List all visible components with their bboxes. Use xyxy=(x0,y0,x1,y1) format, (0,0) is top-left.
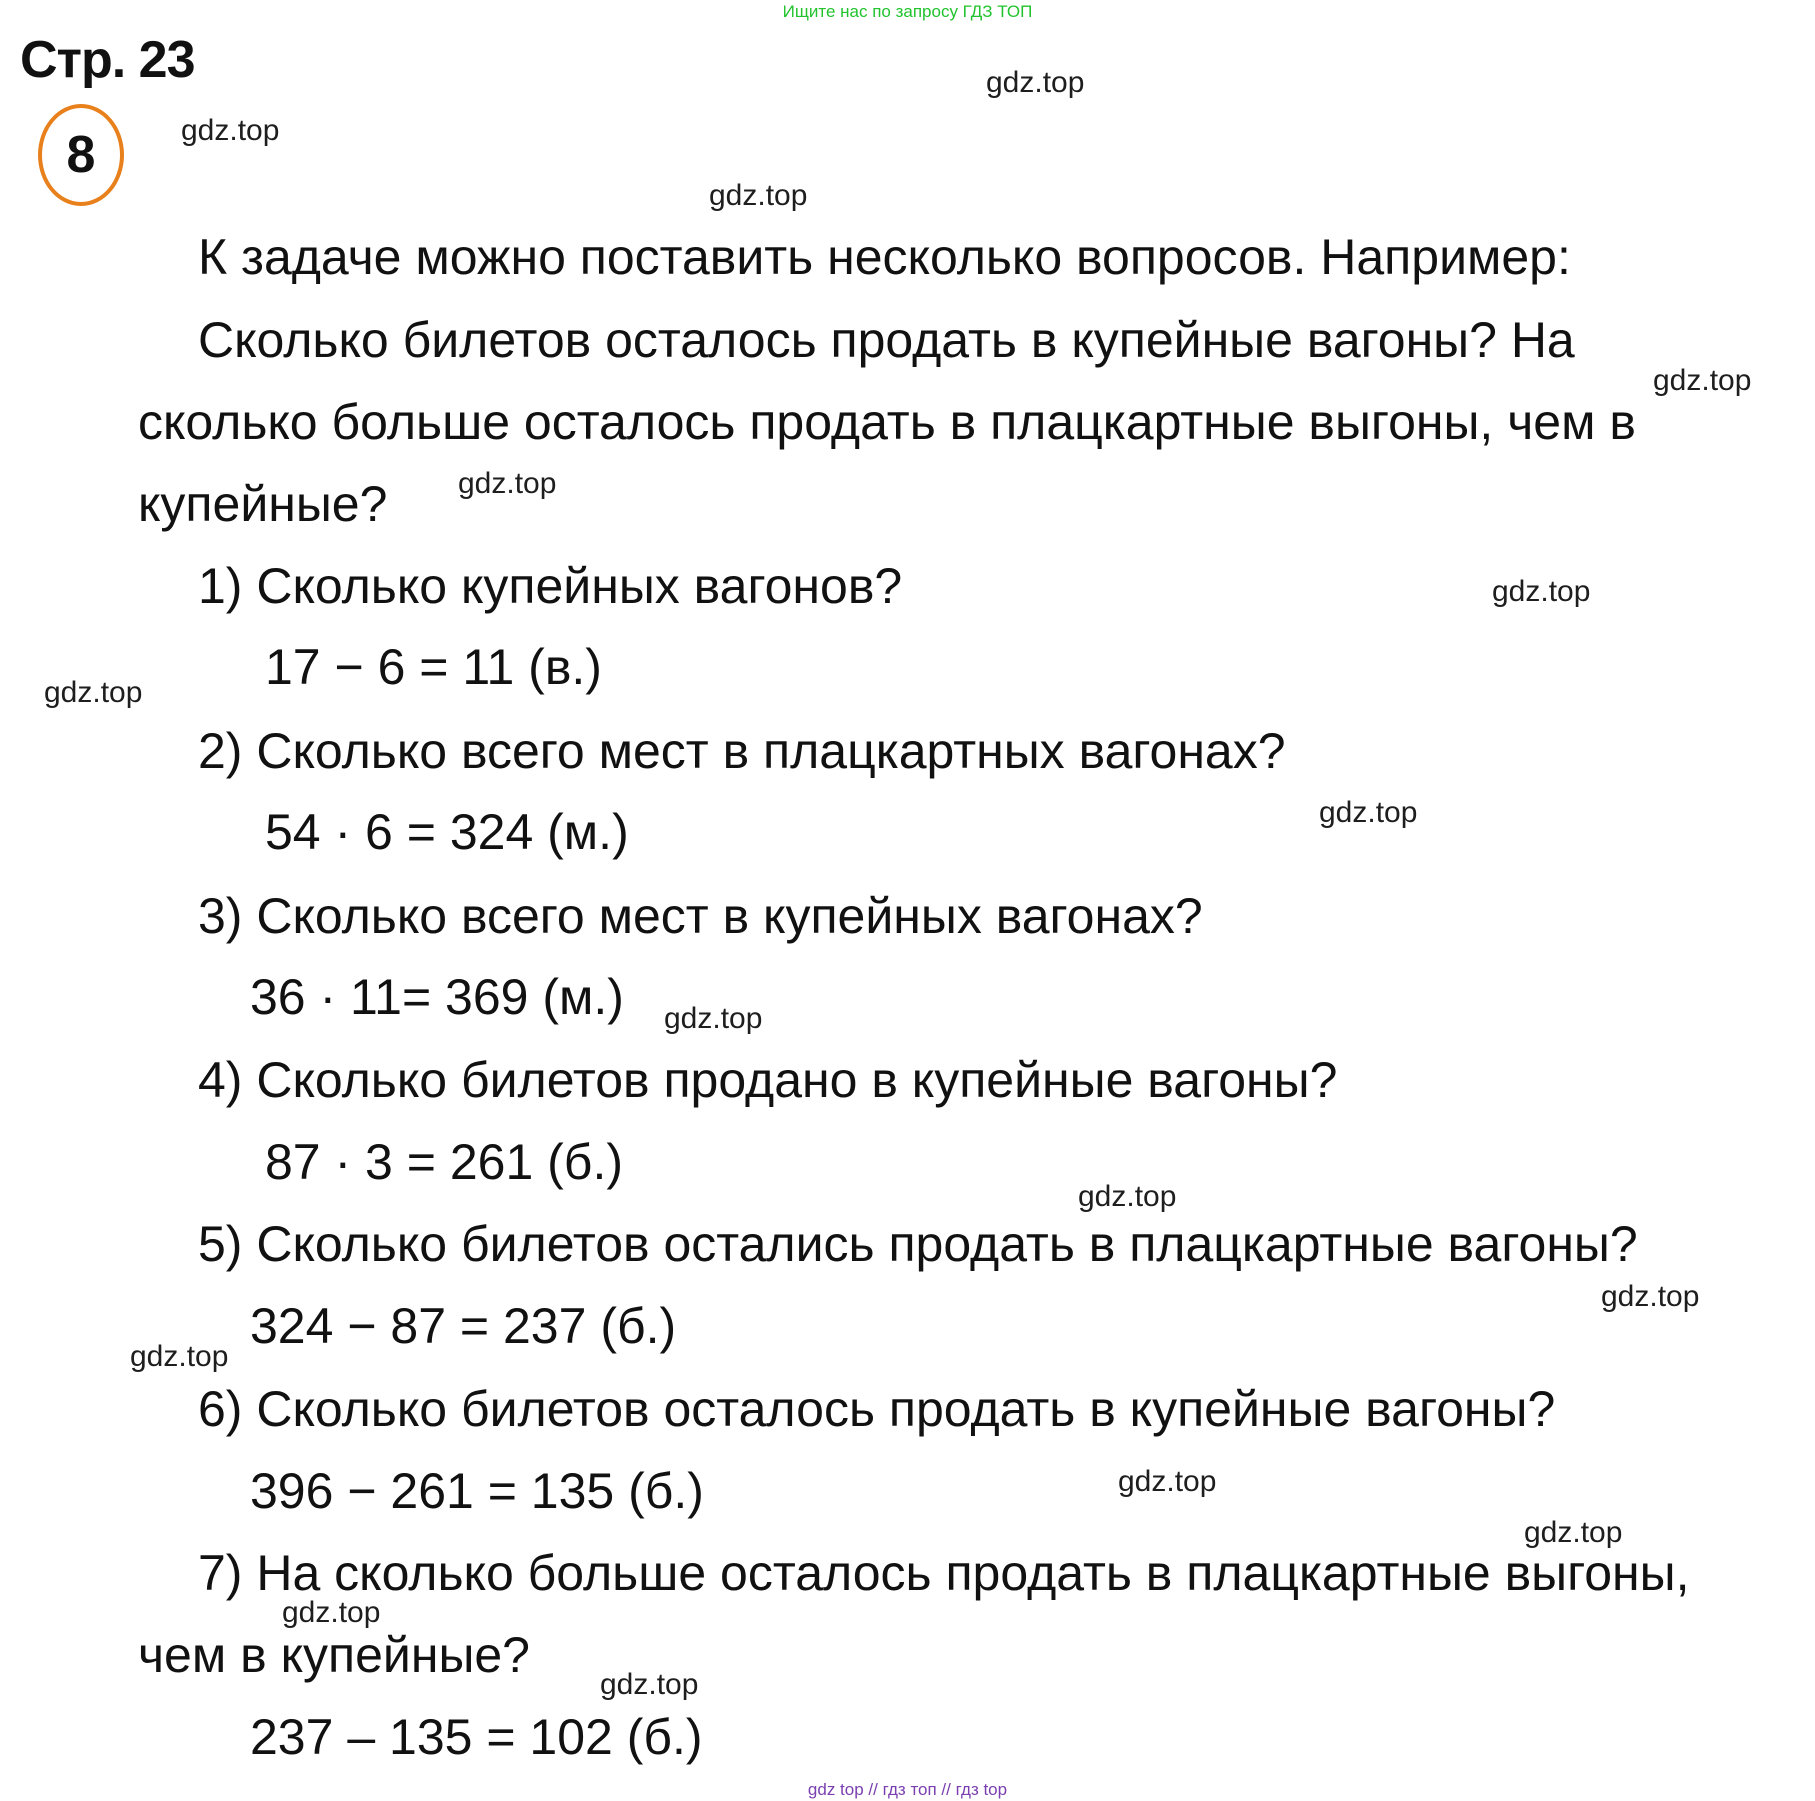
watermark: gdz.top xyxy=(181,114,280,147)
task-number: 8 xyxy=(66,126,96,184)
watermark: gdz.top xyxy=(709,179,808,212)
question-line: купейные? xyxy=(138,476,388,532)
watermark: gdz.top xyxy=(986,66,1085,99)
step-question: 5) Сколько билетов остались продать в плацкартные вагоны? xyxy=(198,1216,1638,1272)
watermark: gdz.top xyxy=(1653,364,1752,397)
watermark: gdz.top xyxy=(130,1340,229,1373)
watermark: gdz.top xyxy=(1078,1180,1177,1213)
step-question: 2) Сколько всего мест в плацкартных вагонах? xyxy=(198,723,1286,779)
step-solution: 87 · 3 = 261 (б.) xyxy=(265,1134,623,1190)
step-question-continued: чем в купейные? xyxy=(138,1627,530,1683)
top-banner: Ищите нас по запросу ГДЗ ТОП xyxy=(782,2,1033,21)
step-solution: 36 · 11= 369 (м.) xyxy=(250,969,624,1025)
step-solution: 54 · 6 = 324 (м.) xyxy=(265,804,629,860)
page-title: Стр. 23 xyxy=(20,31,195,89)
step-question: 7) На сколько больше осталось продать в плацкартные выгоны, xyxy=(198,1545,1690,1601)
watermark: gdz.top xyxy=(1319,796,1418,829)
task-number-badge xyxy=(38,104,124,206)
watermark: gdz.top xyxy=(1601,1280,1700,1313)
footer: gdz top // гдз топ // гдз top xyxy=(807,1780,1008,1799)
watermark: gdz.top xyxy=(458,467,557,500)
watermark: gdz.top xyxy=(664,1002,763,1035)
step-question: 3) Сколько всего мест в купейных вагонах? xyxy=(198,888,1203,944)
step-solution: 324 − 87 = 237 (б.) xyxy=(250,1298,677,1354)
step-question: 4) Сколько билетов продано в купейные вагоны? xyxy=(198,1052,1338,1108)
intro-text: К задаче можно поставить несколько вопросов. Например: xyxy=(198,229,1571,285)
step-solution: 396 − 261 = 135 (б.) xyxy=(250,1463,704,1519)
step-question: 1) Сколько купейных вагонов? xyxy=(198,558,903,614)
watermark: gdz.top xyxy=(44,676,143,709)
step-solution: 17 − 6 = 11 (в.) xyxy=(265,639,602,695)
watermark: gdz.top xyxy=(1492,575,1591,608)
watermark: gdz.top xyxy=(1524,1516,1623,1549)
step-question: 6) Сколько билетов осталось продать в купейные вагоны? xyxy=(198,1381,1556,1437)
question-line: Сколько билетов осталось продать в купейные вагоны? На xyxy=(198,312,1575,368)
step-solution: 237 – 135 = 102 (б.) xyxy=(250,1709,703,1765)
watermark: gdz.top xyxy=(1118,1465,1217,1498)
question-line: сколько больше осталось продать в плацкартные выгоны, чем в xyxy=(138,394,1636,450)
watermark: gdz.top xyxy=(282,1596,381,1629)
watermark: gdz.top xyxy=(600,1668,699,1701)
